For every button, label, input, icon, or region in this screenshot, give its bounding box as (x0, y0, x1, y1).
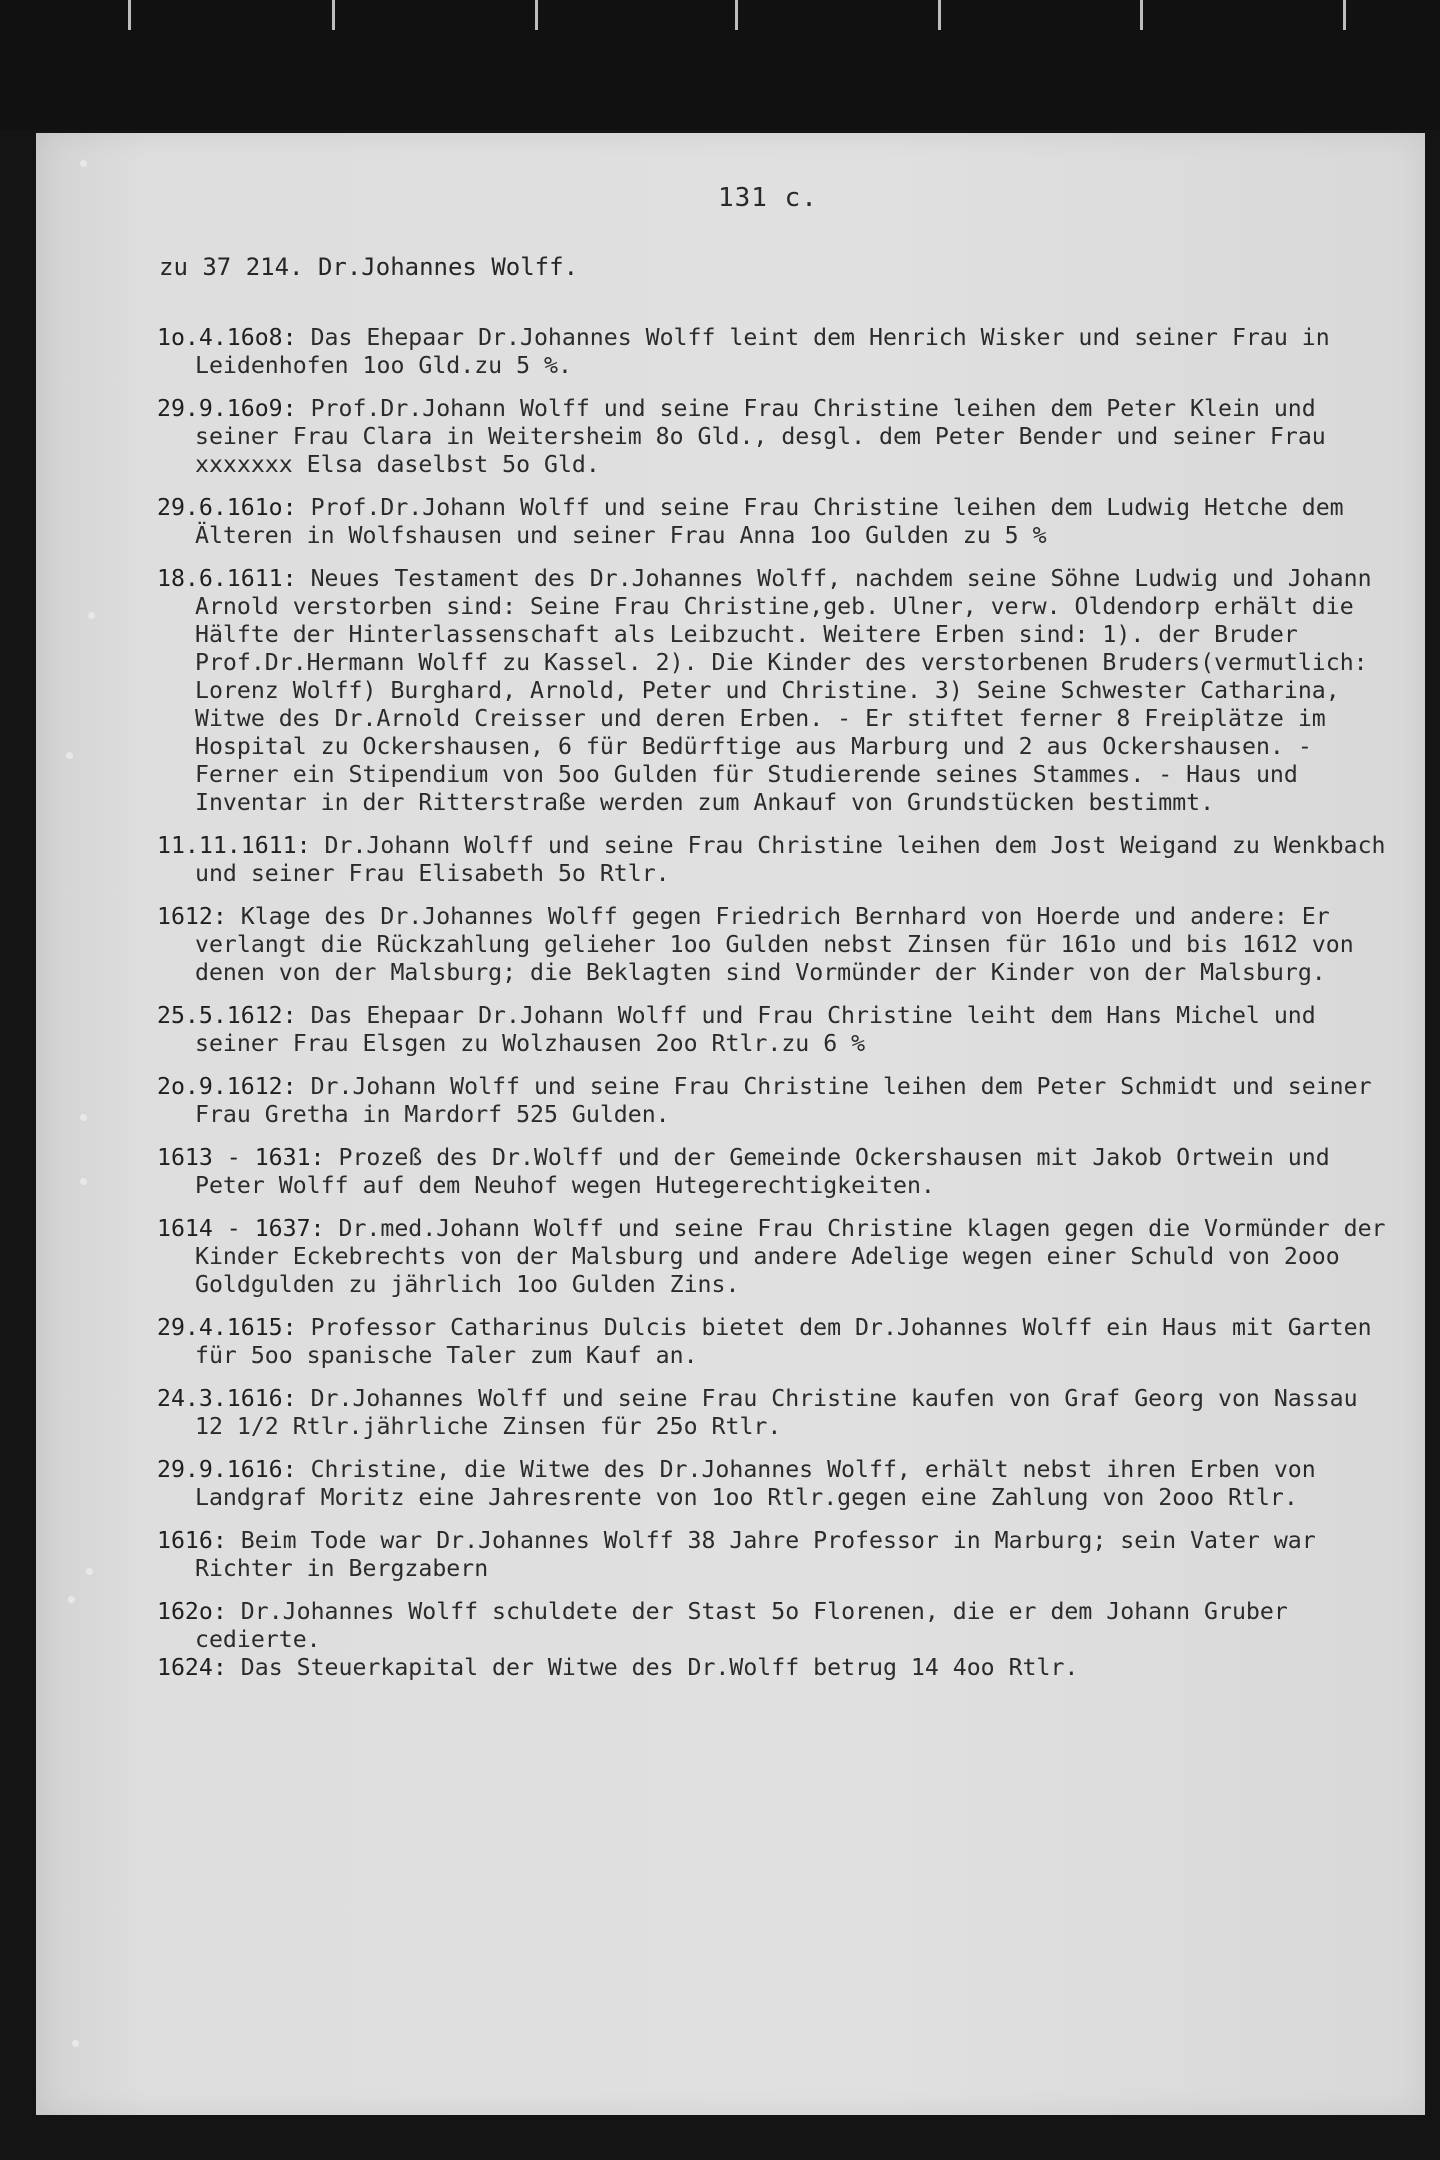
entry-text: Das Ehepaar Dr.Johannes Wolff leint dem Henrich Wisker und seiner Frau in Leidenhofen 1oo Gld.zu 5 %. (195, 324, 1344, 379)
entry-date: 1o.4.16o8: (157, 324, 297, 351)
entry-text: Klage des Dr.Johannes Wolff gegen Friedrich Bernhard von Hoerde und andere: Er verlangt die Rückzahlung gelieher 1oo Gulden nebst Zinsen für 161o und bis 1612 von denen von der Malsburg; die Beklagten sind Vormünder der Kinder von der Malsburg. (195, 903, 1368, 986)
list-item (157, 1144, 1387, 1200)
film-edge-tick (332, 0, 335, 30)
entry-text: Prof.Dr.Johann Wolff und seine Frau Christine leihen dem Peter Klein und seiner Frau Clara in Weitersheim 8o Gld., desgl. dem Peter Bender und seiner Frau xxxxxxx Elsa daselbst 5o Gld. (195, 395, 1340, 478)
punch-mark (72, 2040, 79, 2047)
entry-text: Prof.Dr.Johann Wolff und seine Frau Christine leihen dem Ludwig Hetche dem Älteren in Wolfshausen und seiner Frau Anna 1oo Gulden zu 5 % (195, 494, 1358, 549)
entry-date: 1613 - 1631: (157, 1144, 325, 1171)
entry-text: Beim Tode war Dr.Johannes Wolff 38 Jahre Professor in Marburg; sein Vater war Richter in Bergzabern (195, 1527, 1330, 1582)
film-edge-tick (735, 0, 738, 30)
entry-date: 1612: (157, 903, 227, 930)
entry-text: Das Steuerkapital der Witwe des Dr.Wolff betrug 14 4oo Rtlr. (240, 1654, 1079, 1681)
list-item (157, 565, 1387, 817)
punch-mark (68, 1596, 75, 1603)
list-item (157, 1314, 1387, 1370)
film-edge-tick (1343, 0, 1346, 30)
entry-text: Das Ehepaar Dr.Johann Wolff und Frau Christine leiht dem Hans Michel und seiner Frau Elsgen zu Wolzhausen 2oo Rtlr.zu 6 % (195, 1002, 1330, 1057)
entry-text: Dr.Johannes Wolff und seine Frau Christine kaufen von Graf Georg von Nassau 12 1/2 Rtlr.jährliche Zinsen für 25o Rtlr. (195, 1385, 1372, 1440)
page-heading: zu 37 214. Dr.Johannes Wolff. (159, 253, 579, 281)
entry-date: 162o: (157, 1598, 227, 1625)
punch-mark (66, 752, 73, 759)
entry-text: Dr.Johann Wolff und seine Frau Christine leihen dem Peter Schmidt und seiner Frau Gretha in Mardorf 525 Gulden. (195, 1073, 1386, 1128)
entry-date: 29.6.161o: (157, 494, 297, 521)
list-item (157, 324, 1387, 380)
film-edge-tick (535, 0, 538, 30)
list-item (157, 494, 1387, 550)
entry-list (157, 324, 1400, 1697)
entry-date: 25.5.1612: (157, 1002, 297, 1029)
film-edge-tick (1140, 0, 1143, 30)
list-item (157, 1073, 1387, 1129)
entry-text: Dr.Johannes Wolff schuldete der Stast 5o Florenen, die er dem Johann Gruber cedierte. (195, 1598, 1302, 1653)
list-item (157, 1002, 1387, 1058)
punch-mark (86, 1568, 93, 1575)
entry-date: 29.9.16o9: (157, 395, 297, 422)
entry-date: 18.6.1611: (157, 565, 297, 592)
list-item (157, 1456, 1387, 1512)
film-strip-top (0, 0, 1440, 130)
entry-date: 1616: (157, 1527, 227, 1554)
list-item (157, 832, 1400, 888)
punch-mark (80, 1178, 87, 1185)
punch-mark (80, 160, 87, 167)
entry-text: Dr.med.Johann Wolff und seine Frau Christine klagen gegen die Vormünder der Kinder Eckebrechts von der Malsburg und andere Adelige wegen einer Schuld von 2ooo Goldgulden zu jährlich 1oo Gulden Zins. (195, 1215, 1400, 1298)
list-item (157, 395, 1387, 479)
entry-date: 1614 - 1637: (157, 1215, 325, 1242)
list-item (157, 1385, 1387, 1441)
list-item (157, 1215, 1400, 1299)
entry-text: Prozeß des Dr.Wolff und der Gemeinde Ockershausen mit Jakob Ortwein und Peter Wolff auf dem Neuhof wegen Hutegerechtigkeiten. (195, 1144, 1344, 1199)
entry-date: 2o.9.1612: (157, 1073, 297, 1100)
entry-text: Neues Testament des Dr.Johannes Wolff, nachdem seine Söhne Ludwig und Johann Arnold verstorben sind: Seine Frau Christine,geb. Ulner, verw. Oldendorp erhält die Hälfte der Hinterlassenschaft als Leibzucht. Weitere Erben sind: 1). der Bruder Prof.Dr.Hermann Wolff zu Kassel. 2). Die Kinder des verstorbenen Bruders(vermutlich: Lorenz Wolff) Burghard, Arnold, Peter und Christine. 3) Seine Schwester Catharina, Witwe des Dr.Arnold Creisser und deren Erben. - Er stiftet ferner 8 Freiplätze im Hospital zu Ockershausen, 6 für Bedürftige aus Marburg und 2 aus Ockershausen. - Ferner ein Stipendium von 5oo Gulden für Studierende seines Stammes. - Haus und Inventar in der Ritterstraße werden zum Ankauf von Grundstücken bestimmt. (195, 565, 1386, 816)
entry-date: 24.3.1616: (157, 1385, 297, 1412)
entry-text: Professor Catharinus Dulcis bietet dem Dr.Johannes Wolff ein Haus mit Garten für 5oo spanische Taler zum Kauf an. (195, 1314, 1386, 1369)
list-item (157, 1527, 1387, 1583)
entry-date: 1624: (157, 1654, 227, 1681)
list-item (157, 1598, 1387, 1654)
punch-mark (80, 1114, 87, 1121)
entry-date: 29.9.1616: (157, 1456, 297, 1483)
list-item (157, 1654, 1387, 1682)
list-item (157, 903, 1387, 987)
punch-mark (88, 612, 95, 619)
film-edge-tick (938, 0, 941, 30)
entry-text: Christine, die Witwe des Dr.Johannes Wolff, erhält nebst ihren Erben von Landgraf Moritz eine Jahresrente von 1oo Rtlr.gegen eine Zahlung von 2ooo Rtlr. (195, 1456, 1330, 1511)
film-edge-tick (128, 0, 131, 30)
entry-date: 29.4.1615: (157, 1314, 297, 1341)
page-number: 131 c. (718, 183, 818, 213)
entry-date: 11.11.1611: (157, 832, 311, 859)
entry-text: Dr.Johann Wolff und seine Frau Christine leihen dem Jost Weigand zu Wenkbach und seiner Frau Elisabeth 5o Rtlr. (195, 832, 1400, 887)
